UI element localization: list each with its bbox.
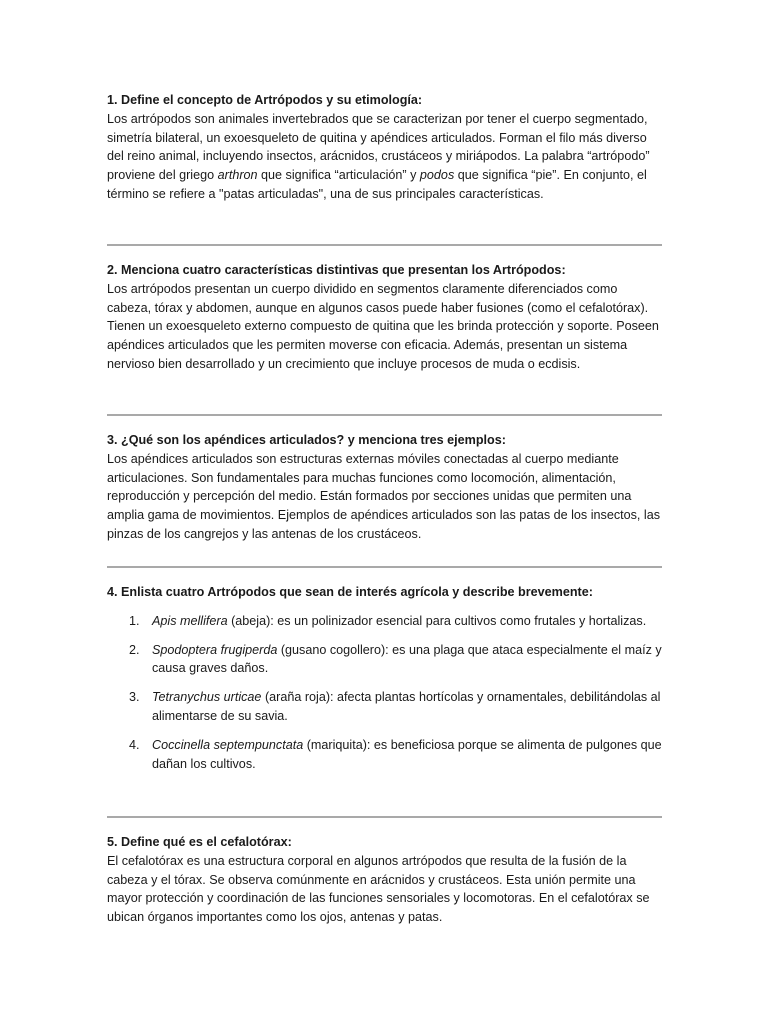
- section-1-term-podos: podos: [419, 168, 455, 183]
- list-item: [107, 641, 663, 679]
- section-1-heading: 1. Define el concepto de Artrópodos y su etimología:: [107, 93, 423, 107]
- list-item-species: Apis mellifera: [152, 613, 228, 628]
- section-2: [107, 261, 663, 374]
- section-2-heading: 2. Menciona cuatro características distintivas que presentan los Artrópodos:: [107, 263, 566, 277]
- section-1: [107, 91, 663, 204]
- list-item-number: 1.: [129, 613, 140, 628]
- list-item-description: (araña roja): afecta plantas hortícolas y ornamentales, debilitándolas al alimentarse de su savia.: [152, 690, 661, 723]
- arthropod-list: [107, 612, 663, 774]
- section-3-heading: 3. ¿Qué son los apéndices articulados? y menciona tres ejemplos:: [107, 433, 506, 447]
- list-item-description: (gusano cogollero): es una plaga que ataca especialmente el maíz y causa graves daños.: [152, 642, 662, 676]
- section-5-paragraph: El cefalotórax es una estructura corporal en algunos artrópodos que resulta de la fusión de la cabeza y el tórax. Se observa comúnmente en arácnidos y crustáceos. Esta unión permite una mayor protección y coordinación de las funciones sensoriales y locomotoras. En el cefalotórax se ubican órganos importantes como los ojos, antenas y patas.: [107, 853, 650, 925]
- list-item-number: 2.: [129, 642, 140, 657]
- section-5-heading: 5. Define qué es el cefalotórax:: [107, 835, 292, 849]
- divider-2: [107, 414, 662, 416]
- section-5: [107, 833, 663, 927]
- section-1-paragraph: [107, 110, 663, 204]
- divider-1: [107, 244, 662, 246]
- list-item-species: Coccinella septempunctata: [152, 737, 304, 752]
- section-4-heading: 4. Enlista cuatro Artrópodos que sean de interés agrícola y describe brevemente:: [107, 585, 593, 599]
- section-4: [107, 583, 663, 783]
- list-item-species: Spodoptera frugiperda: [152, 642, 278, 657]
- section-1-text-b: que significa “articulación” y: [257, 168, 420, 183]
- list-item: [107, 736, 663, 774]
- section-2-paragraph: Los artrópodos presentan un cuerpo dividido en segmentos claramente diferenciados como cabeza, tórax y abdomen, aunque en algunos casos puede haber fusiones (como el cefalotórax). Tienen un exoesqueleto externo compuesto de quitina que les brinda protección y soporte. Poseen apéndices articulados que les permiten moverse con eficacia. Además, presentan un sistema nervioso bien desarrollado y un crecimiento que incluye procesos de muda o ecdisis.: [107, 281, 659, 371]
- list-item-species: Tetranychus urticae: [152, 690, 262, 705]
- section-1-text-a: Los artrópodos son animales invertebrados que se caracterizan por tener el cuerpo segmentado, simetría bilateral, un exoesqueleto de quitina y apéndices articulados. Forman el filo más diverso del reino animal, incluyendo insectos, arácnidos, crustáceos y miriápodos. La palabra “artrópodo” proviene del griego: [107, 111, 650, 183]
- section-1-text-c: que significa “pie”. En conjunto, el término se refiere a "patas articuladas", una de sus principales características.: [107, 168, 647, 201]
- divider-4: [107, 816, 662, 818]
- list-item-description: (mariquita): es beneficiosa porque se alimenta de pulgones que dañan los cultivos.: [152, 737, 662, 771]
- list-item-description: (abeja): es un polinizador esencial para cultivos como frutales y hortalizas.: [227, 613, 647, 628]
- divider-3: [107, 566, 662, 568]
- section-1-term-arthron: arthron: [217, 168, 258, 183]
- list-item-number: 4.: [129, 737, 140, 752]
- list-item: [107, 688, 663, 726]
- list-item: [107, 612, 663, 631]
- section-3-paragraph: Los apéndices articulados son estructuras externas móviles conectadas al cuerpo mediante articulaciones. Son fundamentales para muchas funciones como locomoción, alimentación, reproducción y percepción del medio. Están formados por secciones unidas que permiten una amplia gama de movimientos. Ejemplos de apéndices articulados son las patas de los insectos, las pinzas de los cangrejos y las antenas de los crustáceos.: [107, 451, 661, 541]
- section-3: [107, 431, 663, 544]
- list-item-number: 3.: [129, 690, 140, 705]
